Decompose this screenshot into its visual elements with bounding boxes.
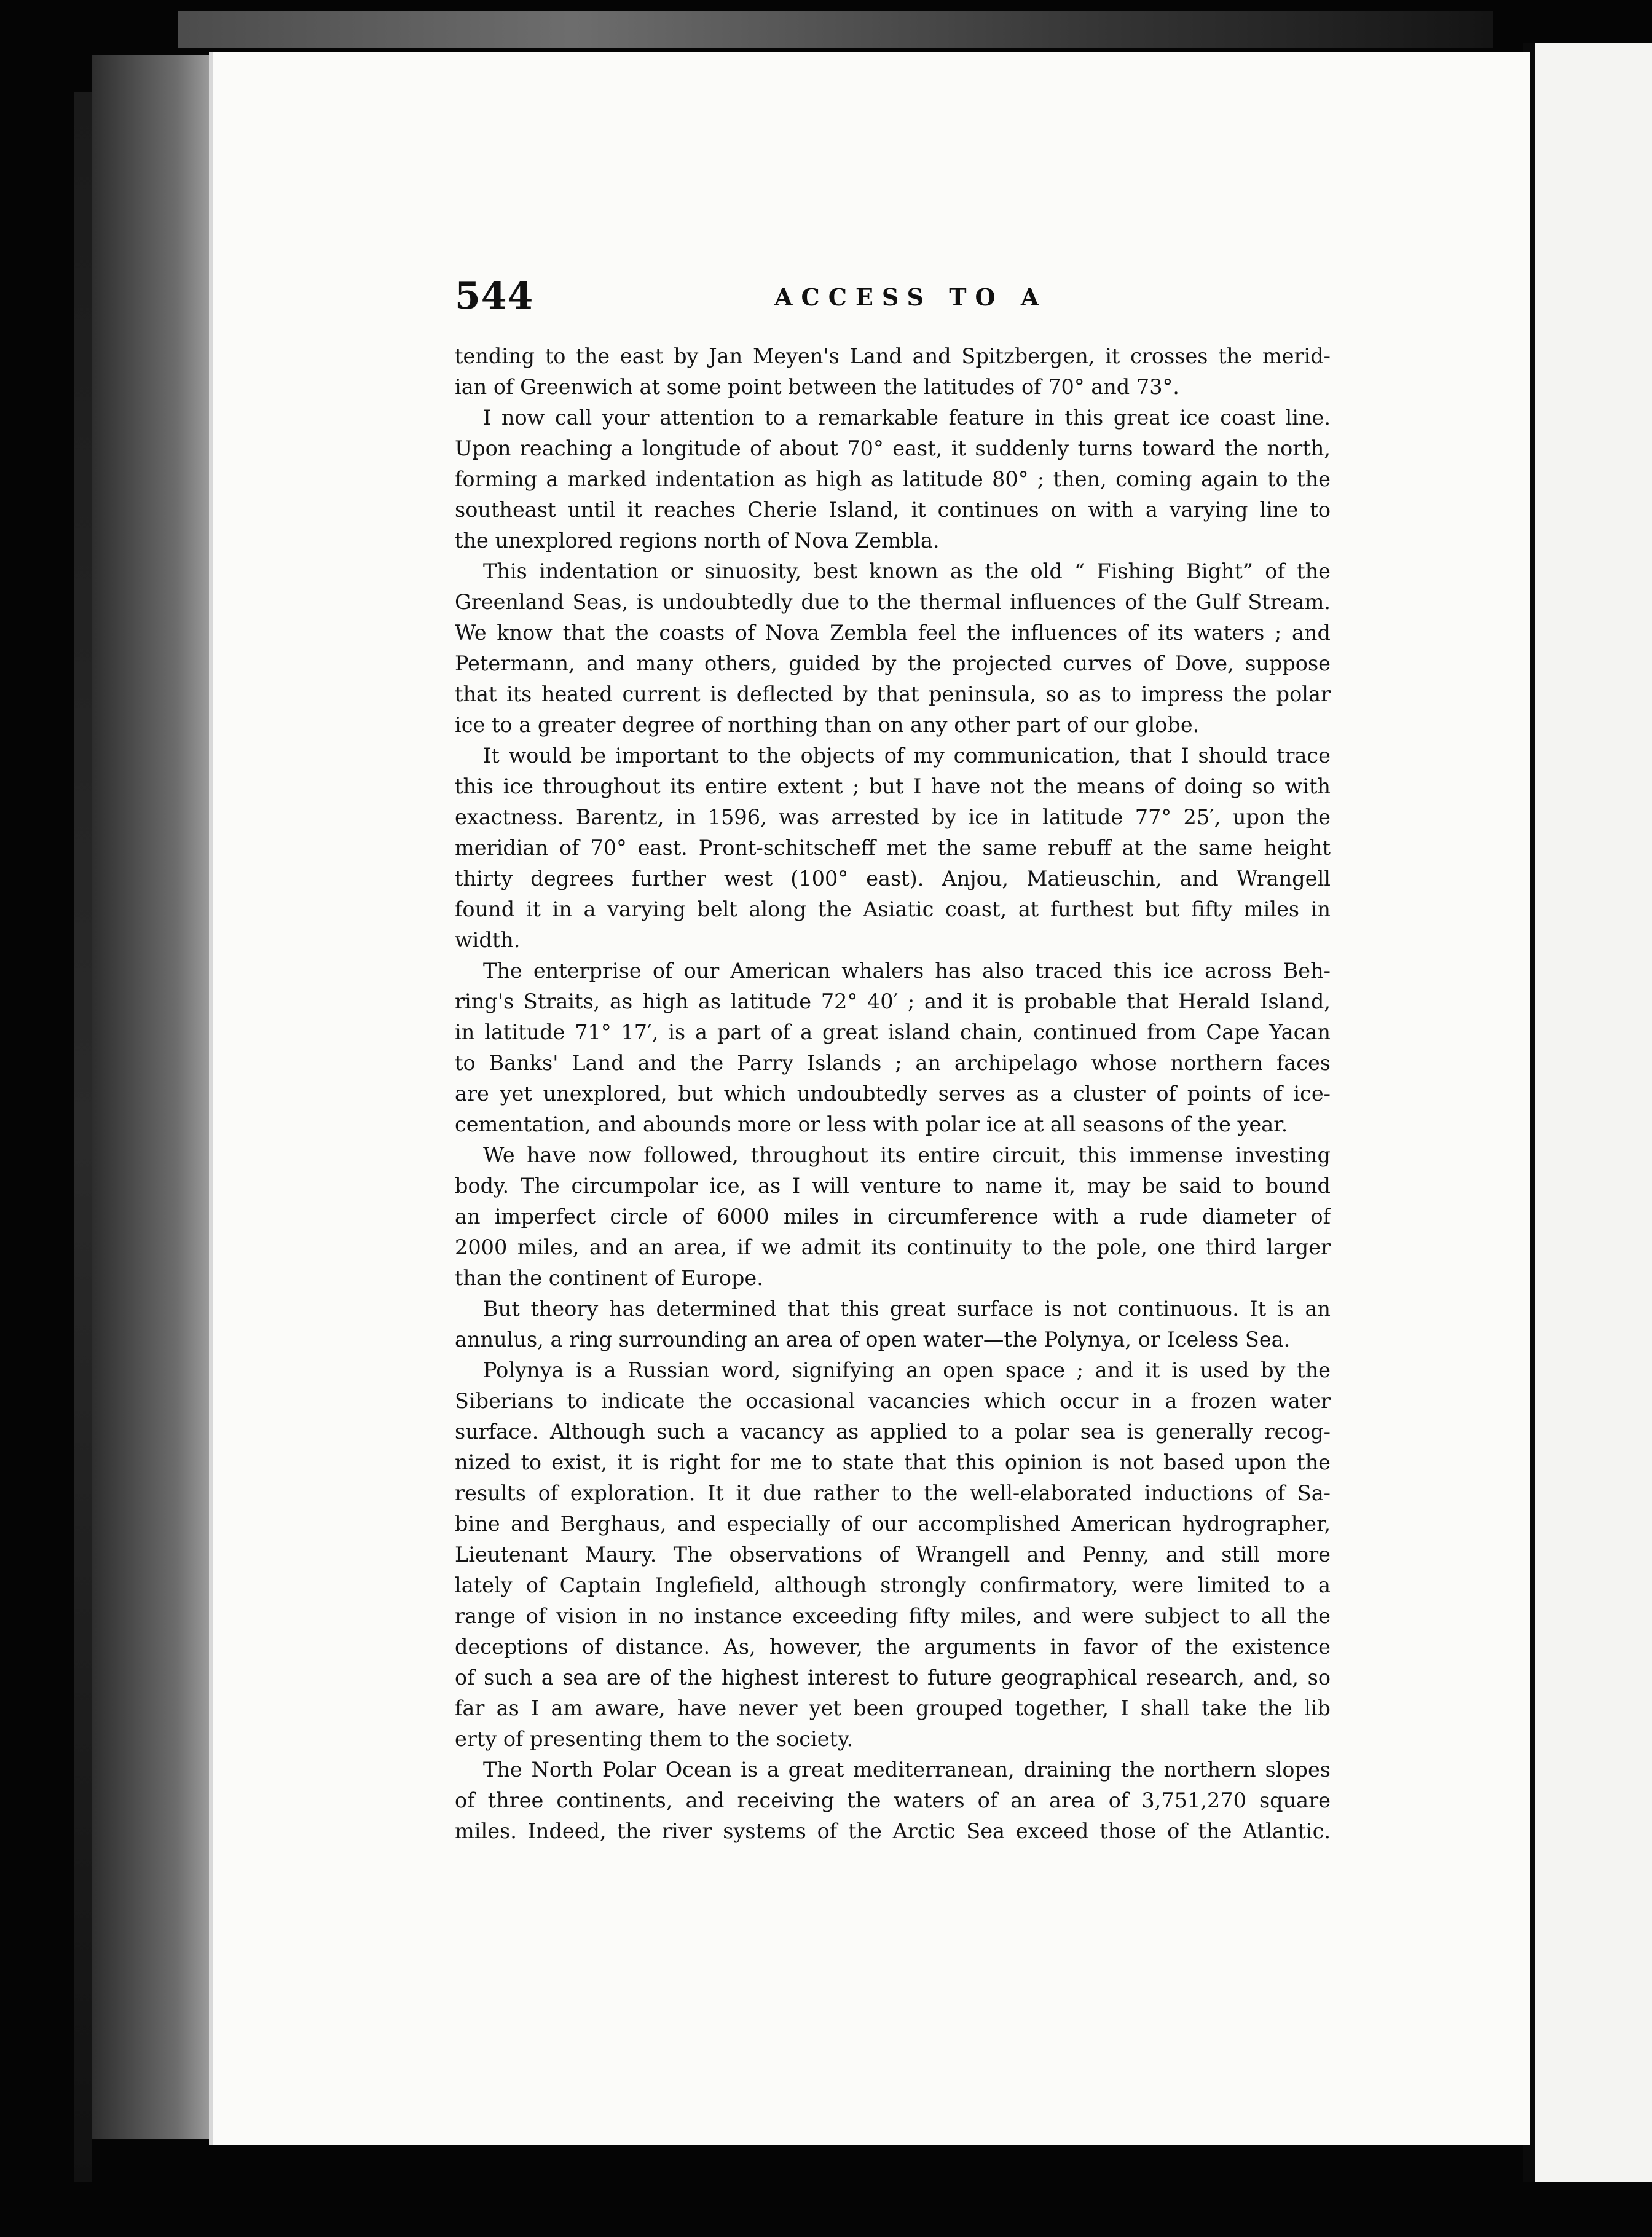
text-line: this ice throughout its entire extent ; but I have not the means of doing so with	[455, 774, 1331, 798]
text-line: We know that the coasts of Nova Zembla feel the influences of its waters ; and	[455, 621, 1331, 645]
text-line: I now call your attention to a remarkable feature in this great ice coast line.	[483, 406, 1331, 430]
text-line: body. The circumpolar ice, as I will venture to name it, may be said to bound	[455, 1174, 1331, 1198]
text-line: range of vision in no instance exceeding fifty miles, and were subject to all the	[455, 1604, 1331, 1628]
body-text	[455, 341, 1331, 1847]
text-line: cementation, and abounds more or less with polar ice at all seasons of the year.	[455, 1112, 1288, 1136]
text-line: surface. Although such a vacancy as applied to a polar sea is generally recog-	[455, 1420, 1331, 1444]
text-line: exactness. Barentz, in 1596, was arrested by ice in latitude 77° 25′, upon the	[455, 805, 1331, 829]
text-line: erty of presenting them to the society.	[455, 1727, 854, 1751]
text-line: ian of Greenwich at some point between the latitudes of 70° and 73°.	[455, 375, 1179, 399]
text-line: annulus, a ring surrounding an area of open water—the Polynya, or Iceless Sea.	[455, 1327, 1291, 1351]
text-line: The enterprise of our American whalers has also traced this ice across Beh-	[483, 959, 1331, 983]
text-line: The North Polar Ocean is a great mediterranean, draining the northern slopes	[483, 1758, 1331, 1782]
text-line: of such a sea are of the highest interest to future geographical research, and, so	[455, 1665, 1331, 1689]
text-line: This indentation or sinuosity, best known as the old “ Fishing Bight” of the	[483, 559, 1331, 583]
text-line: ice to a greater degree of northing than on any other part of our globe.	[455, 713, 1200, 737]
text-line: to Banks' Land and the Parry Islands ; an archipelago whose northern faces	[455, 1051, 1331, 1075]
text-line: far as I am aware, have never yet been grouped together, I shall take the lib	[455, 1696, 1331, 1720]
text-line: It would be important to the objects of my communication, that I should trace	[483, 744, 1331, 768]
text-line: We have now followed, throughout its entire circuit, this immense investing	[483, 1143, 1331, 1167]
text-line: bine and Berghaus, and especially of our accomplished American hydrographer,	[455, 1512, 1331, 1536]
text-line: southeast until it reaches Cherie Island, it continues on with a varying line to	[455, 498, 1331, 522]
text-line: Greenland Seas, is undoubtedly due to the thermal influences of the Gulf Stream.	[455, 590, 1331, 614]
text-line: deceptions of distance. As, however, the arguments in favor of the existence	[455, 1635, 1331, 1659]
text-line: an imperfect circle of 6000 miles in circumference with a rude diameter of	[455, 1205, 1331, 1229]
text-line: found it in a varying belt along the Asiatic coast, at furthest but fifty miles in	[455, 897, 1331, 921]
text-line: are yet unexplored, but which undoubtedly serves as a cluster of points of ice-	[455, 1082, 1331, 1106]
text-line: meridian of 70° east. Pront-schitscheff met the same rebuff at the same height	[455, 836, 1331, 860]
text-line: than the continent of Europe.	[455, 1266, 763, 1290]
text-line: thirty degrees further west (100° east). Anjou, Matieuschin, and Wrangell	[455, 867, 1331, 890]
text-line: lately of Captain Inglefield, although strongly confirmatory, were limited to a	[455, 1573, 1331, 1597]
text-line: of three continents, and receiving the waters of an area of 3,751,270 square	[455, 1788, 1331, 1812]
text-line: forming a marked indentation as high as latitude 80° ; then, coming again to the	[455, 467, 1331, 491]
scan-top-edge	[178, 11, 1493, 48]
text-line: Lieutenant Maury. The observations of Wrangell and Penny, and still more	[455, 1543, 1331, 1567]
text-line: Polynya is a Russian word, signifying an open space ; and it is used by the	[483, 1358, 1331, 1382]
text-line: tending to the east by Jan Meyen's Land and Spitzbergen, it crosses the merid-	[455, 344, 1331, 368]
text-line: But theory has determined that this great surface is not continuous. It is an	[483, 1297, 1331, 1321]
text-line: ring's Straits, as high as latitude 72° 40′ ; and it is probable that Herald Island,	[455, 989, 1331, 1013]
text-line: width.	[455, 928, 521, 952]
page-header	[455, 275, 1377, 318]
text-line: the unexplored regions north of Nova Zembla.	[455, 529, 940, 552]
text-line: miles. Indeed, the river systems of the Arctic Sea exceed those of the Atlantic.	[455, 1819, 1331, 1843]
facing-page-edge	[1523, 43, 1652, 2182]
text-line: in latitude 71° 17′, is a part of a great island chain, continued from Cape Yacan	[455, 1020, 1331, 1044]
text-line: that its heated current is deflected by that peninsula, so as to impress the polar	[455, 682, 1331, 706]
page-number: 544	[455, 275, 534, 318]
text-line: Upon reaching a longitude of about 70° east, it suddenly turns toward the north,	[455, 436, 1331, 460]
text-line: results of exploration. It it due rather to the well-elaborated inductions of Sa-	[455, 1481, 1331, 1505]
text-line: Petermann, and many others, guided by the projected curves of Dove, suppose	[455, 651, 1331, 675]
text-line: 2000 miles, and an area, if we admit its continuity to the pole, one third larger	[455, 1235, 1331, 1259]
text-line: nized to exist, it is right for me to state that this opinion is not based upon the	[455, 1450, 1331, 1474]
book-spine-edge	[74, 92, 92, 2182]
running-head: ACCESS TO A	[774, 283, 1048, 311]
text-line: Siberians to indicate the occasional vacancies which occur in a frozen water	[455, 1389, 1331, 1413]
